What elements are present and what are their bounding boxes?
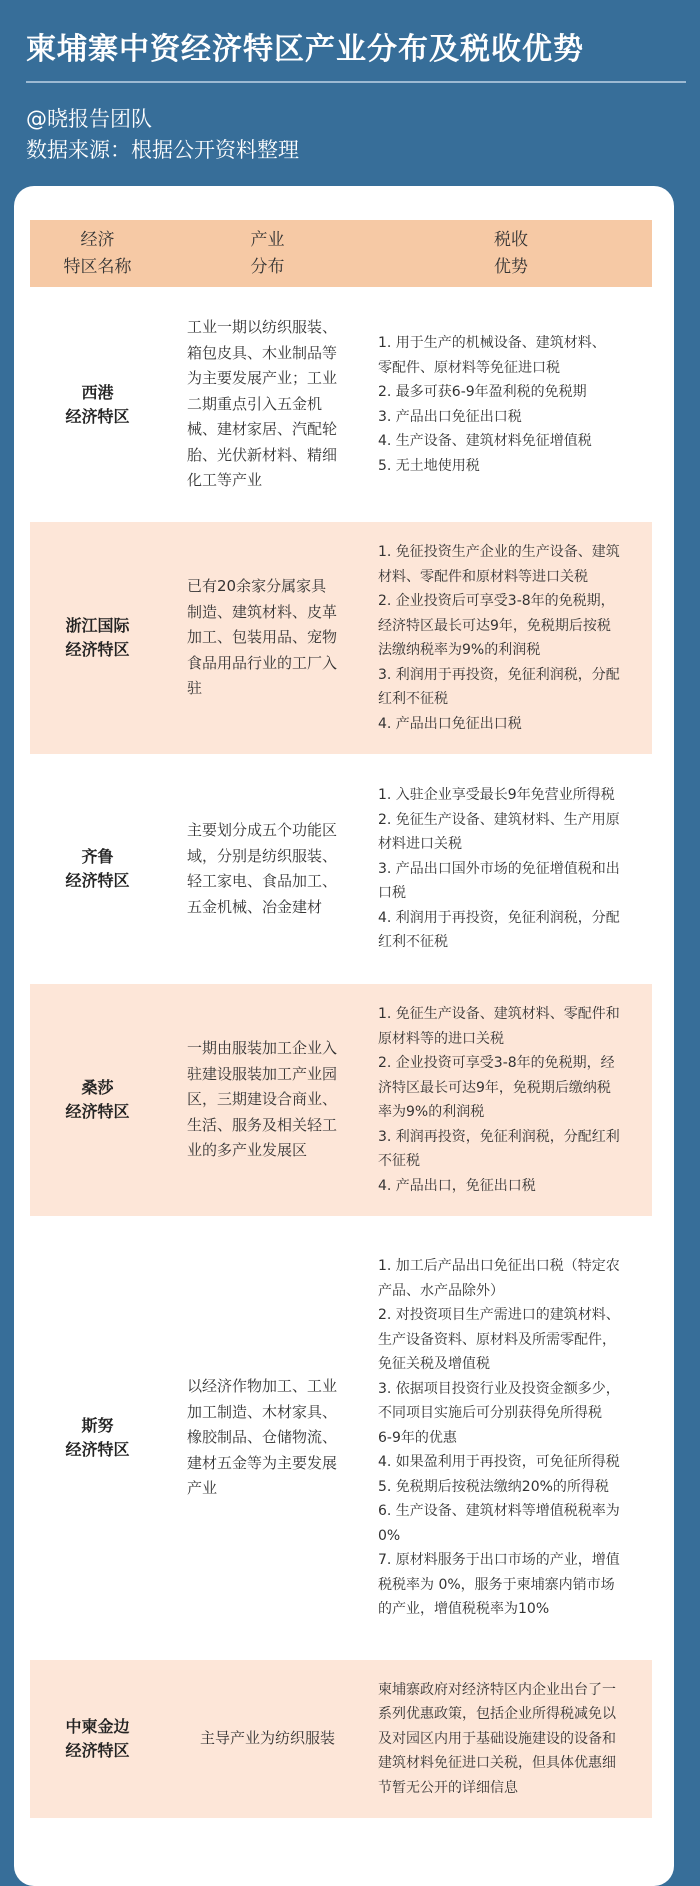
table-row xyxy=(30,287,652,522)
title-divider xyxy=(26,81,686,83)
tax-advantages: 柬埔寨政府对经济特区内企业出台了一 系列优惠政策，包括企业所得税减免以 及对园区内用于基础设施建设的设备和 建筑材料免征进口关税，但具体优惠细 节暂无公开的详细信息 xyxy=(378,1681,616,1796)
table-header-row xyxy=(30,220,652,287)
header-industry: 产业 分布 xyxy=(250,229,285,277)
author-line: @晓报告团队 xyxy=(26,107,152,131)
zone-name: 桑莎 经济特区 xyxy=(65,1078,130,1121)
tax-advantages: 1. 免征生产设备、建筑材料、零配件和 原材料等的进口关税 2. 企业投资可享受3-8年的免税期，经 济特区最长可达9年，免税期后缴纳税 率为9%的利润税 3. 利润再投资，免征利润税，分配红利 不征税 4. 产品出口，免征出口税 xyxy=(378,1006,620,1194)
industry-distribution: 已有20余家分属家具 制造、建筑材料、皮革 加工、包装用品、宠物 食品用品行业的工厂入 驻 xyxy=(187,577,338,698)
zone-name: 中柬金边 经济特区 xyxy=(65,1717,130,1760)
industry-distribution: 以经济作物加工、工业 加工制造、木材家具、 橡胶制品、仓储物流、 建材五金等为主要发展 产业 xyxy=(187,1377,338,1498)
industry-distribution: 主要划分成五个功能区 域，分别是纺织服装、 轻工家电、食品加工、 五金机械、冶金建材 xyxy=(187,821,338,916)
table-row xyxy=(30,984,652,1216)
zone-name: 西港 经济特区 xyxy=(65,382,130,426)
header-tax: 税收 优势 xyxy=(494,229,528,277)
industry-distribution: 主导产业为纺织服装 xyxy=(199,1729,335,1748)
source-line: 数据来源：根据公开资料整理 xyxy=(26,138,299,162)
industry-distribution: 一期由服装加工企业入 驻建设服装加工产业园 区，三期建设合商业、 生活、服务及相关轻工 业的多产业发展区 xyxy=(187,1039,338,1160)
tax-advantages: 1. 用于生产的机械设备、建筑材料、 零配件、原材料等免征进口税 2. 最多可获6-9年盈利税的免税期 3. 产品出口免征出口税 4. 生产设备、建筑材料免征增值税 5. 无土地使用税 xyxy=(378,335,606,474)
zone-table xyxy=(30,220,652,1818)
zone-name: 齐鲁 经济特区 xyxy=(65,847,130,890)
tax-advantages: 1. 免征投资生产企业的生产设备、建筑 材料、零配件和原材料等进口关税 2. 企业投资后可享受3-8年的免税期， 经济特区最长可达9年，免税期后按税 法缴纳税率为9%的利润税 3. 利润用于再投资，免征利润税，分配 红利不征税 4. 产品出口免征出口税 xyxy=(378,544,620,732)
industry-distribution: 工业一期以纺织服装、 箱包皮具、木业制品等 为主要发展产业；工业 二期重点引入五金机 械、建材家居、汽配轮 胎、光伏新材料、精细 化工等产业 xyxy=(187,318,338,490)
table-row xyxy=(30,754,652,984)
header-zone-name: 经济 特区名称 xyxy=(63,229,132,277)
tax-advantages: 1. 入驻企业享受最长9年免营业所得税 2. 免征生产设备、建筑材料、生产用原 材料进口关税 3. 产品出口国外市场的免征增值税和出 口税 4. 利润用于再投资，免征利润税，分配 红利不征税 xyxy=(378,787,620,951)
tax-advantages: 1. 加工后产品出口免征出口税（特定农 产品、水产品除外） 2. 对投资项目生产需进口的建筑材料、 生产设备资料、原材料及所需零配件， 免征关税及增值税 3. 依据项目投资行业及投资金额多少， 不同项目实施后可分别获得免所得税 6-9年的优惠 4. 如果盈利用于再投资，可免征所得税 5. 免税期后按税法缴纳20%的所得税 6. 生产设备、建筑材料等增值税税率为 0% 7. 原材料服务于出口市场的产业，增值 税税率为 0%，服务于柬埔寨内销市场 的产业，增值税税率为10% xyxy=(378,1258,620,1618)
table-row xyxy=(30,522,652,754)
table-row xyxy=(30,1660,652,1818)
header-meta xyxy=(26,104,299,166)
zone-name: 浙江国际 经济特区 xyxy=(65,616,130,659)
page-title: 柬埔寨中资经济特区产业分布及税收优势 xyxy=(26,32,584,67)
table-row xyxy=(30,1216,652,1660)
zone-name: 斯努 经济特区 xyxy=(65,1416,130,1459)
